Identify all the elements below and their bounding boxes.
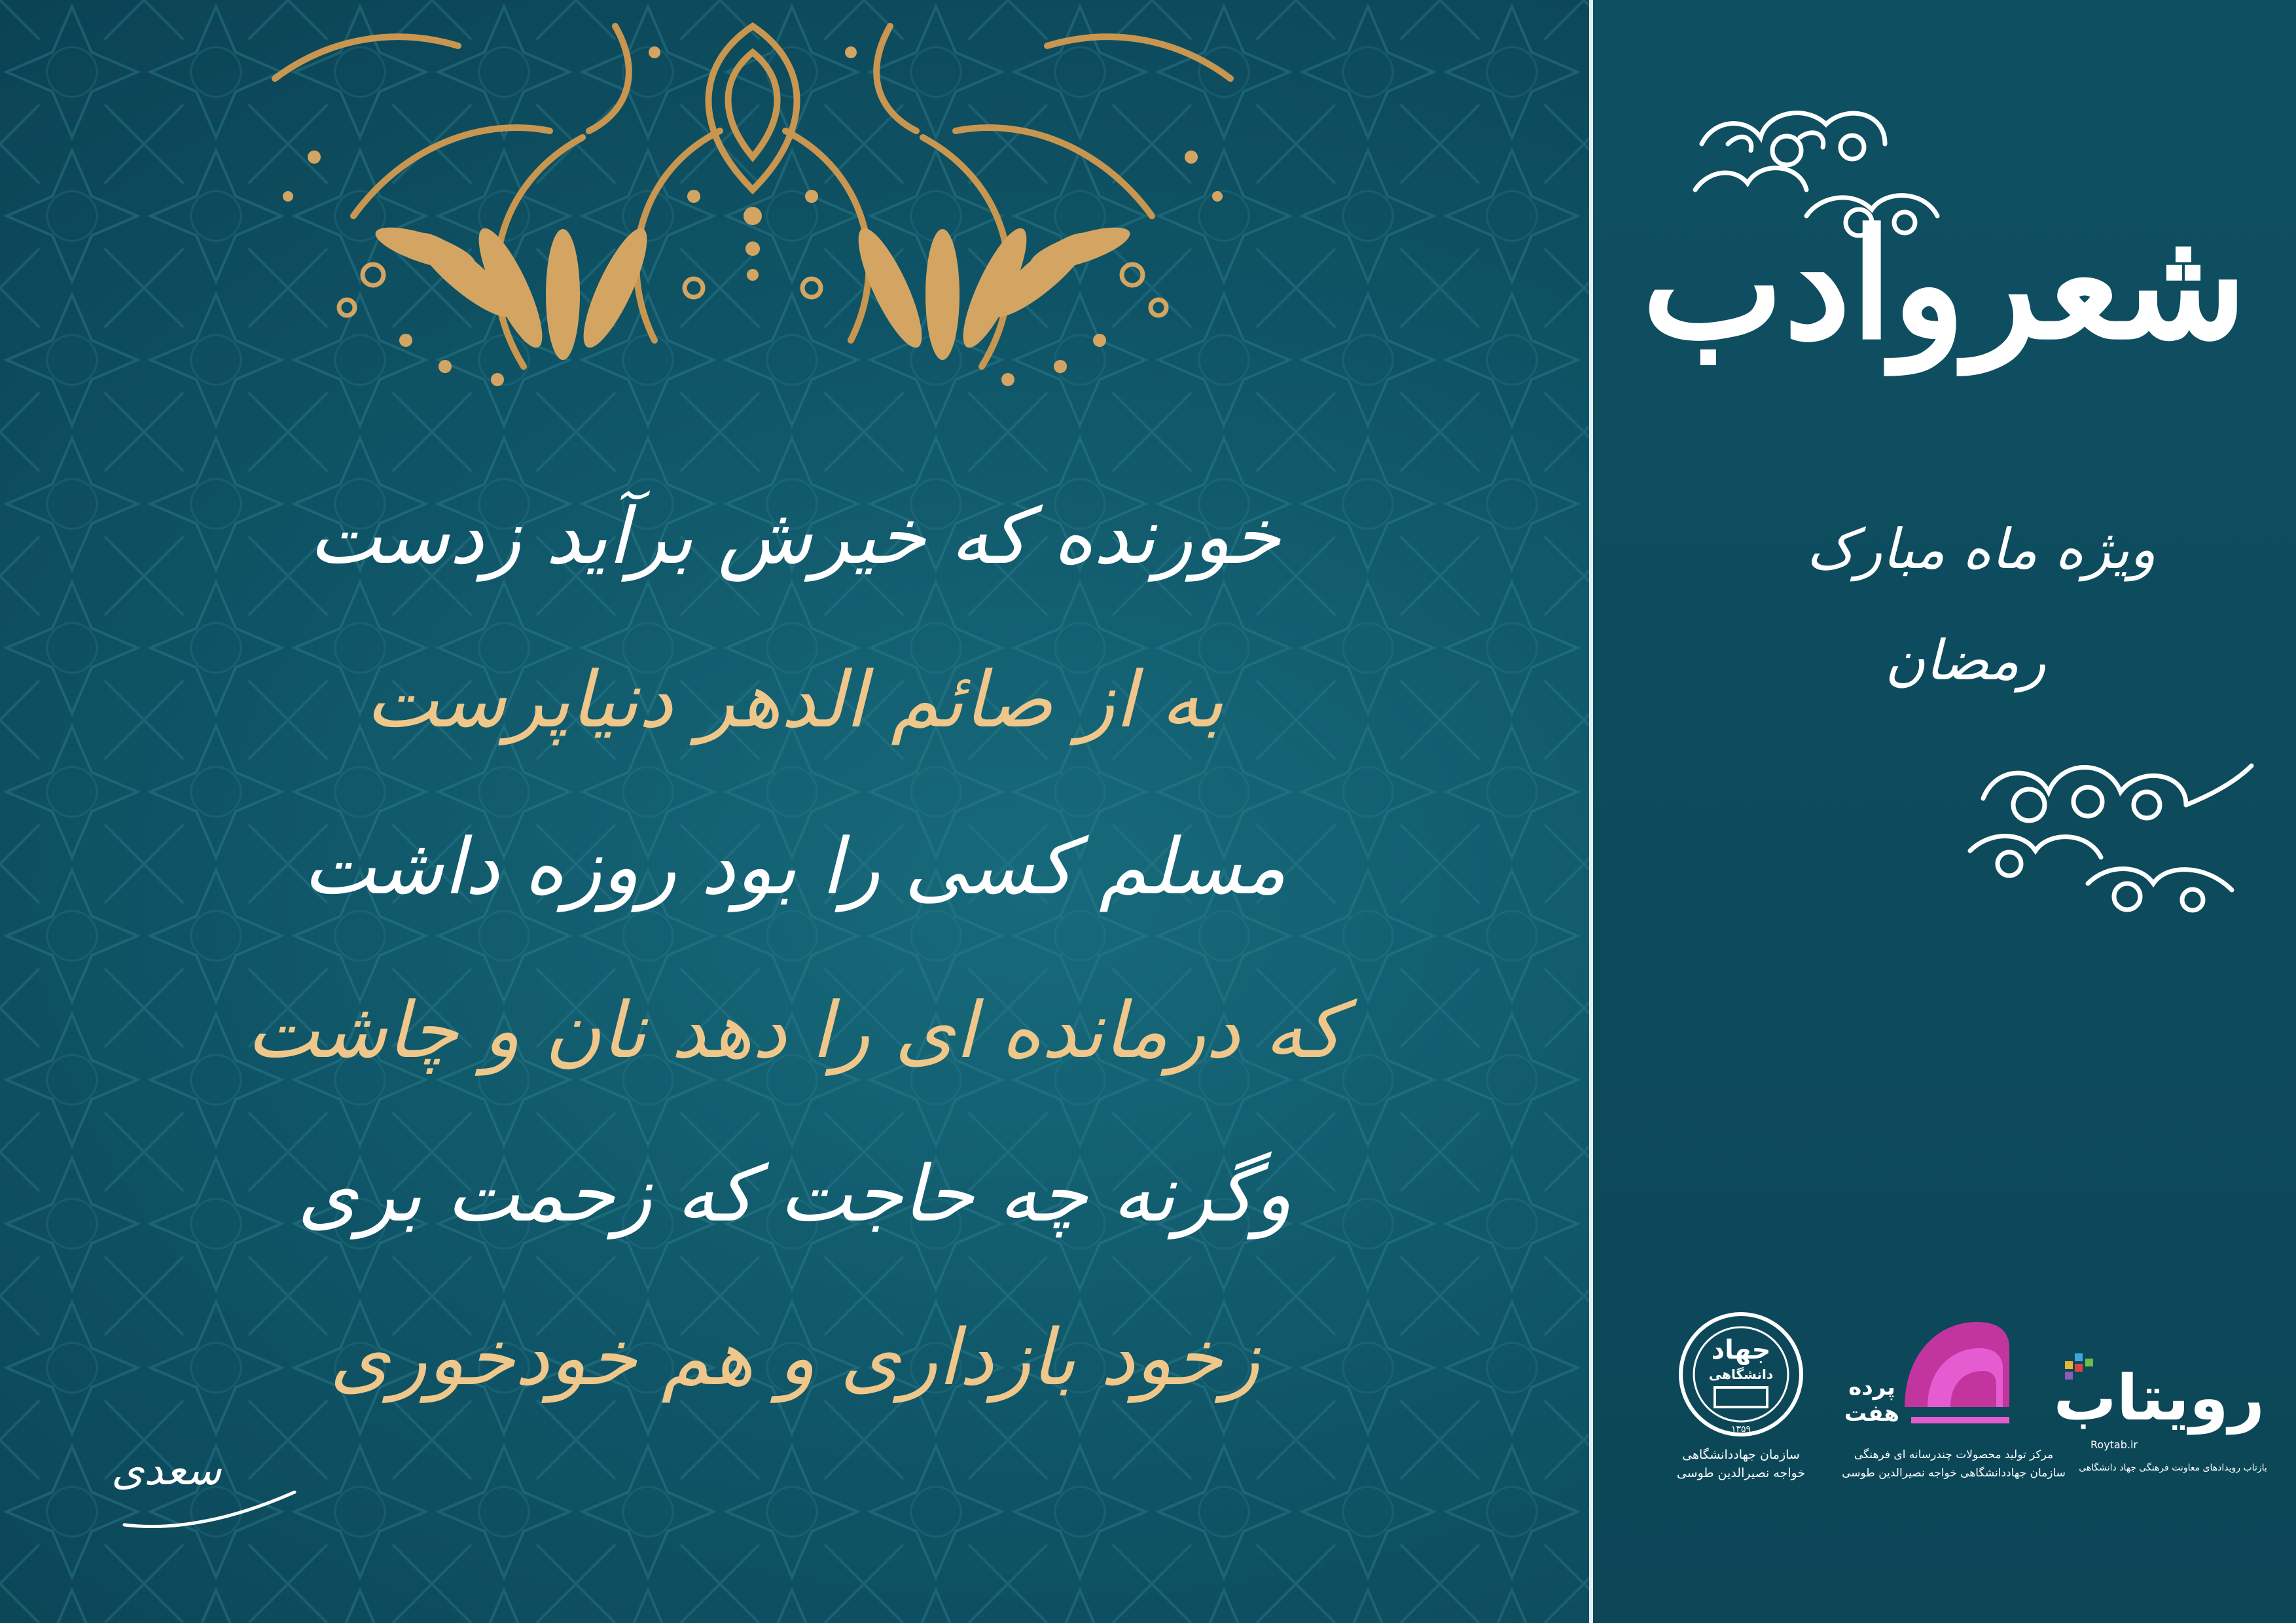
jahad-caption-1: سازمان جهاددانشگاهی <box>1682 1448 1800 1462</box>
subtitle-line-1: ویژه ماه مبارک <box>1806 517 2156 581</box>
cloud-ornament-bottom <box>1957 740 2258 936</box>
poem-line-6: زخود بازداری و هم خودخوری <box>329 1312 1260 1402</box>
roytab-caption: بازتاب رویدادهای معاونت فرهنگی جهاد دانشگاهی <box>2079 1463 2267 1473</box>
jahad-name: جهاد <box>1711 1335 1771 1365</box>
poet-signature: سعدی <box>111 1446 222 1495</box>
haft-pardeh-caption-2: سازمان جهاددانشگاهی خواجه نصیرالدین طوسی <box>1842 1467 2066 1480</box>
signature-swash <box>118 1486 301 1538</box>
haft-pardeh-name: پرده هفت <box>1844 1374 1900 1427</box>
poem-line-4: که درمانده ای را دهد نان و چاشت <box>246 985 1343 1075</box>
jahad-subname: دانشگاهی <box>1708 1366 1774 1382</box>
jahad-caption-2: خواجه نصیرالدین طوسی <box>1676 1466 1806 1480</box>
roytab-name: رویتاب <box>2053 1361 2265 1435</box>
sidebar-title: شعروادب <box>1641 196 2248 373</box>
poem-line-3: مسلم کسی را بود روزه داشت <box>302 821 1287 912</box>
poem-line-2: به از صائم الدهر دنیاپرست <box>365 654 1224 745</box>
mandala-ornament <box>157 0 1348 406</box>
roytab-url[interactable]: Roytab.ir <box>2090 1438 2138 1451</box>
haft-pardeh-caption-1: مرکز تولید محصولات چندرسانه ای فرهنگی <box>1854 1448 2054 1461</box>
jahad-year: ۱۳۵۹ <box>1731 1424 1751 1435</box>
poem-line-5: وگرنه چه حاجت که زحمت بری <box>297 1149 1292 1239</box>
poem-line-1: خورنده که خیرش برآید زدست <box>308 491 1281 581</box>
subtitle-line-2: رمضان <box>1885 628 2046 692</box>
